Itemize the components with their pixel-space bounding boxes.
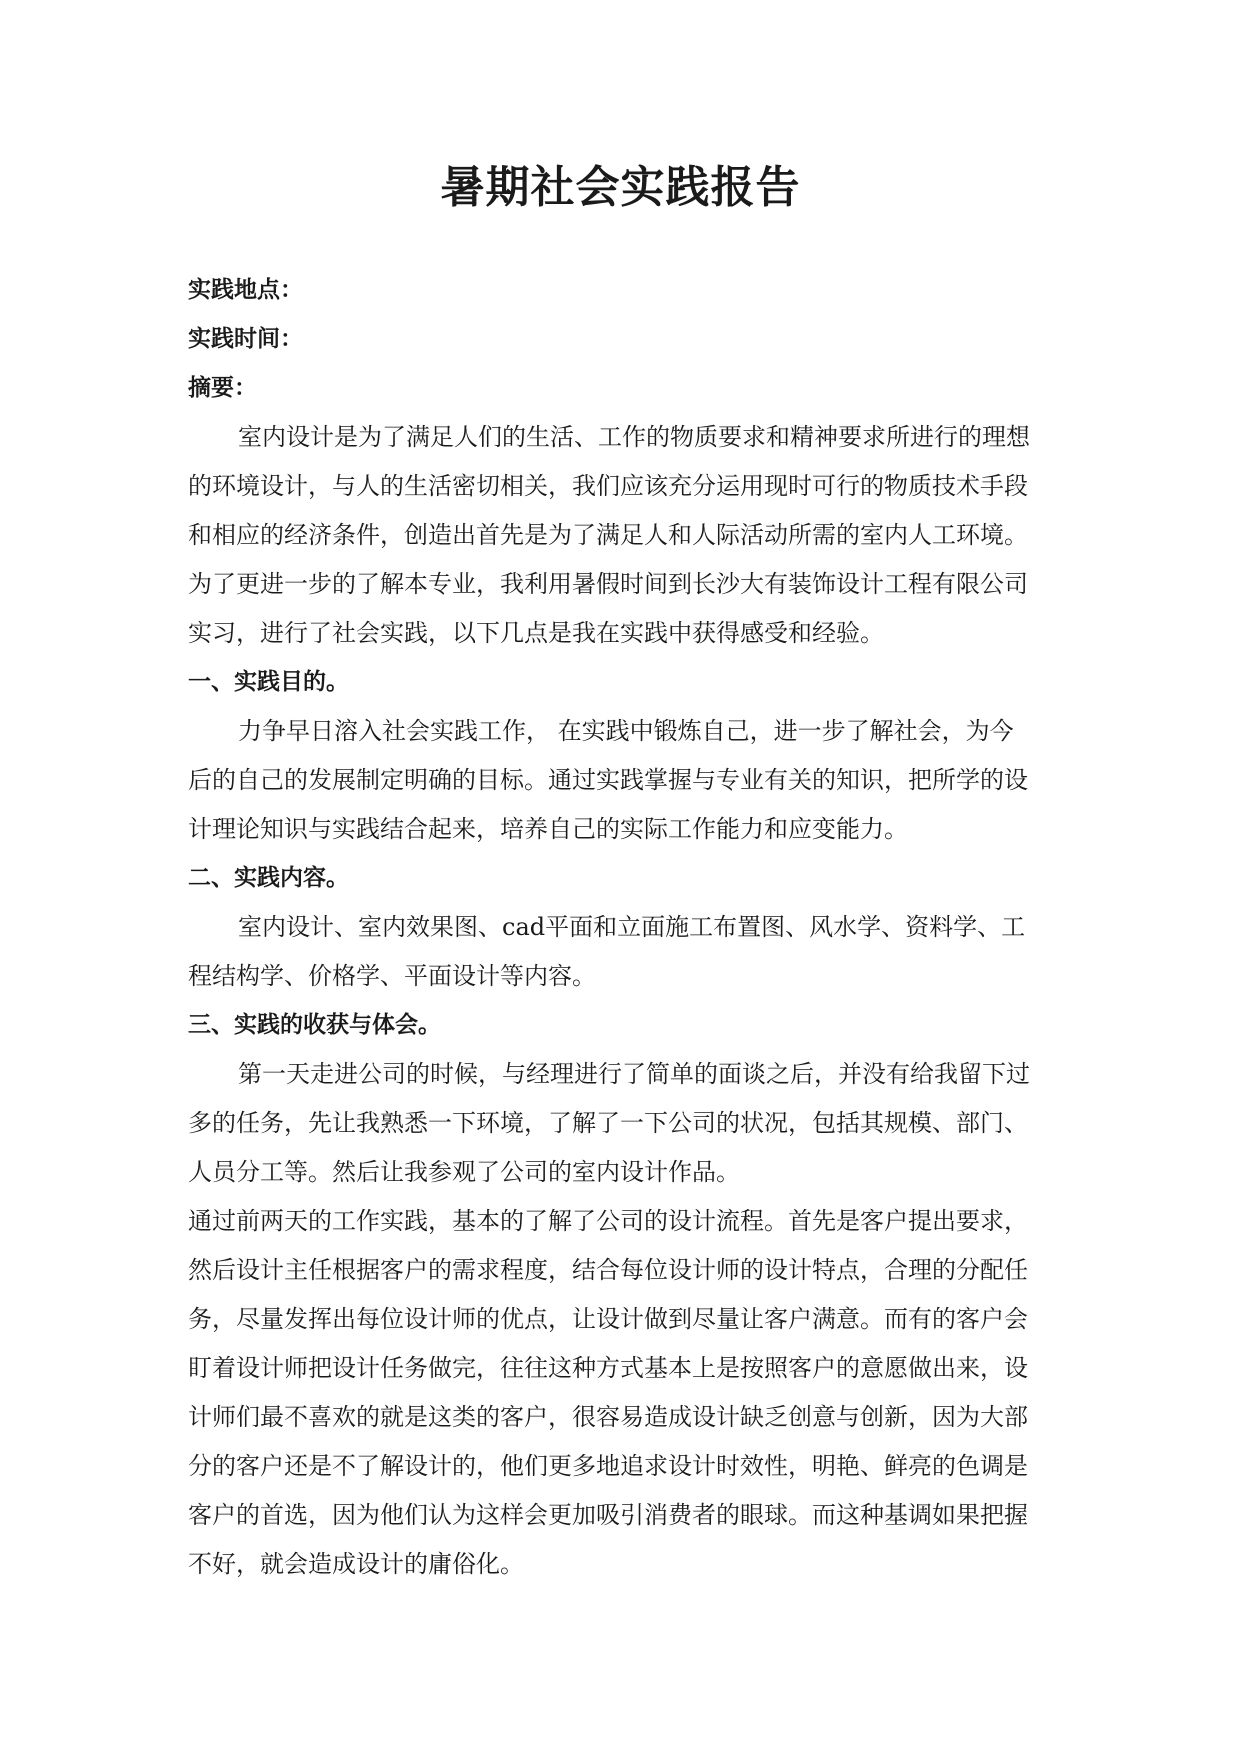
section-gains-line: 然后设计主任根据客户的需求程度，结合每位设计师的设计特点，合理的分配任 xyxy=(188,1256,1028,1284)
abstract-line: 为了更进一步的了解本专业，我利用暑假时间到长沙大有装饰设计工程有限公司 xyxy=(188,570,1028,598)
section-purpose-line: 力争早日溶入社会实践工作， 在实践中锻炼自己，进一步了解社会，为今 xyxy=(238,717,1014,745)
field-abstract-label: 摘要： xyxy=(188,375,257,401)
document-body xyxy=(188,266,1060,1589)
field-location-label: 实践地点： xyxy=(188,277,303,303)
document-title: 暑期社会实践报告 xyxy=(440,162,801,213)
section-purpose-line: 后的自己的发展制定明确的目标。通过实践掌握与专业有关的知识，把所学的设 xyxy=(188,766,1028,794)
section-gains-line: 计师们最不喜欢的就是这类的客户，很容易造成设计缺乏创意与创新，因为大部 xyxy=(188,1403,1028,1431)
section-heading-gains: 三、实践的收获与体会。 xyxy=(188,1012,441,1038)
section-gains-line: 第一天走进公司的时候，与经理进行了简单的面谈之后，并没有给我留下过 xyxy=(238,1060,1030,1088)
section-gains-line: 分的客户还是不了解设计的，他们更多地追求设计时效性，明艳、鲜亮的色调是 xyxy=(188,1452,1028,1480)
abstract-line: 的环境设计，与人的生活密切相关，我们应该充分运用现时可行的物质技术手段 xyxy=(188,472,1028,500)
abstract-line: 和相应的经济条件，创造出首先是为了满足人和人际活动所需的室内人工环境。 xyxy=(188,521,1028,549)
section-heading-purpose: 一、实践目的。 xyxy=(188,669,349,695)
section-gains-line: 通过前两天的工作实践，基本的了解了公司的设计流程。首先是客户提出要求， xyxy=(188,1207,1028,1235)
section-content-line: 程结构学、价格学、平面设计等内容。 xyxy=(188,962,596,990)
section-gains-line: 盯着设计师把设计任务做完，往往这种方式基本上是按照客户的意愿做出来，设 xyxy=(188,1354,1028,1382)
section-heading-content: 二、实践内容。 xyxy=(188,865,349,891)
field-time-label: 实践时间： xyxy=(188,326,303,352)
section-content-line: 室内设计、室内效果图、cad平面和立面施工布置图、风水学、资料学、工 xyxy=(238,913,1026,941)
section-gains-line: 多的任务，先让我熟悉一下环境，了解了一下公司的状况，包括其规模、部门、 xyxy=(188,1109,1028,1137)
section-gains-line: 客户的首选，因为他们认为这样会更加吸引消费者的眼球。而这种基调如果把握 xyxy=(188,1501,1028,1529)
section-purpose-line: 计理论知识与实践结合起来，培养自己的实际工作能力和应变能力。 xyxy=(188,815,908,843)
abstract-line: 实习，进行了社会实践，以下几点是我在实践中获得感受和经验。 xyxy=(188,619,884,647)
section-gains-line: 人员分工等。然后让我参观了公司的室内设计作品。 xyxy=(188,1158,740,1186)
section-gains-line: 务，尽量发挥出每位设计师的优点，让设计做到尽量让客户满意。而有的客户会 xyxy=(188,1305,1028,1333)
abstract-line: 室内设计是为了满足人们的生活、工作的物质要求和精神要求所进行的理想 xyxy=(238,423,1030,451)
section-gains-line: 不好，就会造成设计的庸俗化。 xyxy=(188,1550,524,1578)
